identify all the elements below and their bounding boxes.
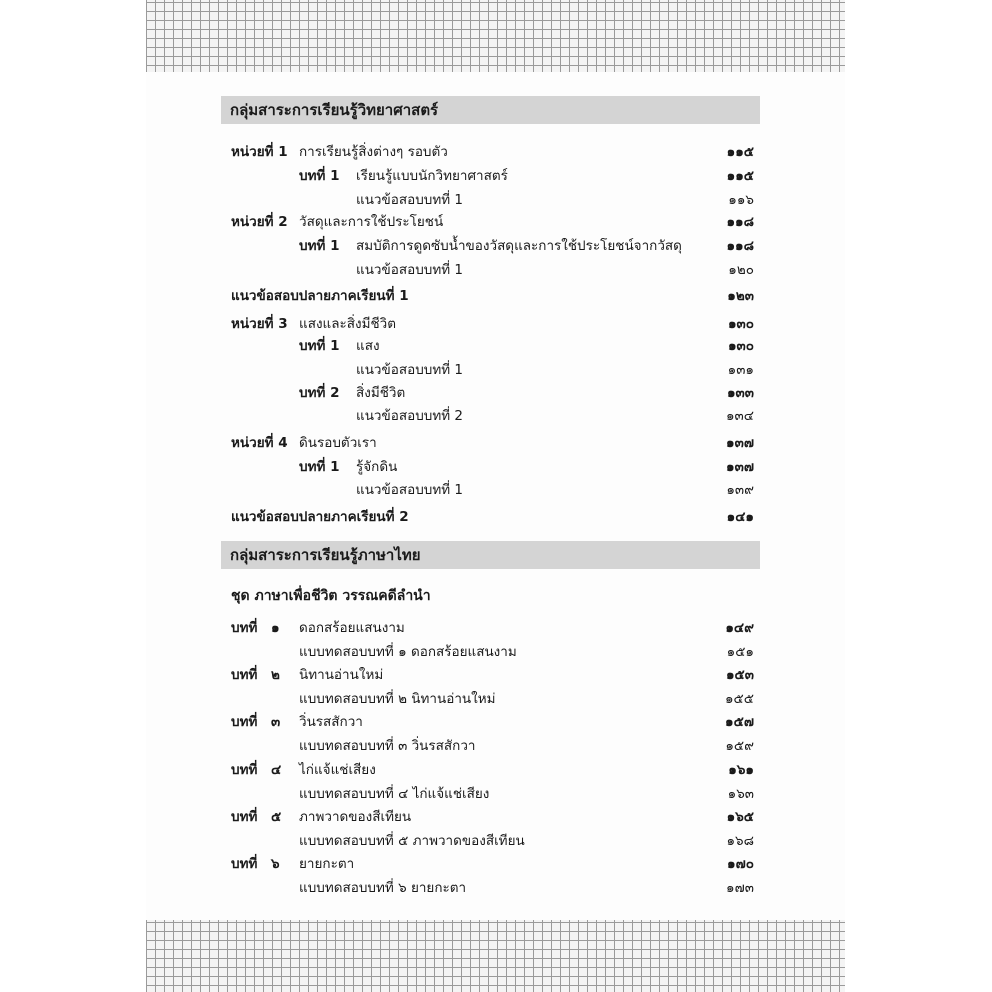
page-number: ๑๑๘ (726, 214, 754, 230)
test-title: แบบทดสอบบทที่ ๑ ดอกสร้อยแสนงาม (299, 644, 517, 660)
exam-title: แนวข้อสอบบทที่ 2 (356, 408, 464, 424)
unit-title: แสงและสิ่งมีชีวิต (299, 316, 396, 332)
lesson-title: สมบัติการดูดซับน้ำของวัสดุและการใช้ประโยชน์จากวัสดุ (356, 238, 682, 254)
page-number: ๑๗๐ (727, 856, 754, 872)
lesson-title: เรียนรู้แบบนักวิทยาศาสตร์ (356, 168, 508, 184)
lesson-title: ดอกสร้อยแสนงาม (299, 620, 405, 636)
test-title: แบบทดสอบบทที่ ๖ ยายกะตา (299, 880, 467, 896)
page-number: ๑๑๕ (726, 144, 754, 160)
unit-label: หน่วยที่ 4 (231, 435, 288, 451)
lesson-number: ๑ (271, 620, 280, 636)
lesson-number: ๕ (271, 809, 282, 825)
lesson-title: ยายกะตา (299, 856, 355, 872)
unit-label: หน่วยที่ 2 (231, 214, 288, 230)
lesson-title: สิ่งมีชีวิต (356, 385, 406, 401)
unit-title: การเรียนรู้สิ่งต่างๆ รอบตัว (299, 144, 448, 160)
lesson-label: บทที่ 2 (299, 385, 340, 401)
page-number: ๑๓๑ (727, 362, 754, 378)
page-number: ๑๕๕ (724, 691, 754, 707)
section-header-science: กลุ่มสาระการเรียนรู้วิทยาศาสตร์ (221, 96, 760, 124)
exam-title: แนวข้อสอบบทที่ 1 (356, 362, 464, 378)
page-number: ๑๓๔ (725, 408, 754, 424)
series-title: ชุด ภาษาเพื่อชีวิต วรรณคดีลำนำ (231, 588, 431, 604)
page-number: ๑๓๗ (726, 435, 754, 451)
lesson-label: บทที่ (231, 620, 258, 636)
lesson-label: บทที่ (231, 856, 258, 872)
lesson-title: นิทานอ่านใหม่ (299, 667, 384, 683)
unit-title: วัสดุและการใช้ประโยชน์ (299, 214, 444, 230)
page-number: ๑๖๘ (726, 833, 754, 849)
page-number: ๑๖๑ (728, 762, 754, 778)
lesson-number: ๔ (271, 762, 282, 778)
final-exam-title: แนวข้อสอบปลายภาคเรียนที่ 1 (231, 288, 409, 304)
test-title: แบบทดสอบบทที่ ๕ ภาพวาดของสีเทียน (299, 833, 525, 849)
page-number: ๑๒๓ (727, 288, 754, 304)
lesson-label: บทที่ (231, 667, 258, 683)
section-header-thai: กลุ่มสาระการเรียนรู้ภาษาไทย (221, 541, 760, 569)
lesson-number: ๓ (271, 714, 281, 730)
exam-title: แนวข้อสอบบทที่ 1 (356, 482, 464, 498)
lesson-label: บทที่ 1 (299, 238, 340, 254)
lesson-number: ๖ (271, 856, 280, 872)
exam-title: แนวข้อสอบบทที่ 1 (356, 192, 464, 208)
page-number: ๑๕๓ (725, 667, 754, 683)
page-number: ๑๒๐ (728, 262, 754, 278)
test-title: แบบทดสอบบทที่ ๓ วิ่นรสสักวา (299, 738, 476, 754)
lesson-title: แสง (356, 338, 380, 354)
lesson-title: รู้จักดิน (356, 459, 398, 475)
lesson-title: ไก่แจ้แช่เสียง (299, 762, 376, 778)
page-number: ๑๓๐ (727, 316, 754, 332)
page-number: ๑๕๑ (726, 644, 754, 660)
page-number: ๑๔๙ (725, 620, 754, 636)
lesson-title: ภาพวาดของสีเทียน (299, 809, 412, 825)
lesson-label: บทที่ 1 (299, 459, 340, 475)
exam-title: แนวข้อสอบบทที่ 1 (356, 262, 464, 278)
page-number: ๑๖๓ (727, 786, 754, 802)
lesson-label: บทที่ (231, 809, 258, 825)
page-number: ๑๓๓ (726, 385, 754, 401)
page-number: ๑๔๑ (726, 509, 754, 525)
page-number: ๑๑๘ (726, 238, 754, 254)
page-number: ๑๓๙ (726, 482, 754, 498)
lesson-label: บทที่ (231, 762, 258, 778)
page-number: ๑๕๙ (725, 738, 754, 754)
unit-label: หน่วยที่ 3 (231, 316, 288, 332)
page-number: ๑๑๖ (728, 192, 754, 208)
test-title: แบบทดสอบบทที่ ๒ นิทานอ่านใหม่ (299, 691, 496, 707)
page-number: ๑๖๕ (726, 809, 754, 825)
grid-paper-top (146, 0, 845, 72)
page-number: ๑๗๓ (726, 880, 754, 896)
grid-paper-bottom (146, 920, 845, 992)
lesson-number: ๒ (271, 667, 280, 683)
page-number: ๑๕๗ (725, 714, 754, 730)
lesson-label: บทที่ 1 (299, 168, 340, 184)
lesson-label: บทที่ 1 (299, 338, 340, 354)
page-number: ๑๓๐ (727, 338, 754, 354)
test-title: แบบทดสอบบทที่ ๔ ไก่แจ้แช่เสียง (299, 786, 490, 802)
unit-title: ดินรอบตัวเรา (299, 435, 377, 451)
lesson-title: วิ่นรสสักวา (299, 714, 363, 730)
page-number: ๑๑๕ (726, 168, 754, 184)
unit-label: หน่วยที่ 1 (231, 144, 288, 160)
final-exam-title: แนวข้อสอบปลายภาคเรียนที่ 2 (231, 509, 409, 525)
lesson-label: บทที่ (231, 714, 258, 730)
page-number: ๑๓๗ (726, 459, 754, 475)
